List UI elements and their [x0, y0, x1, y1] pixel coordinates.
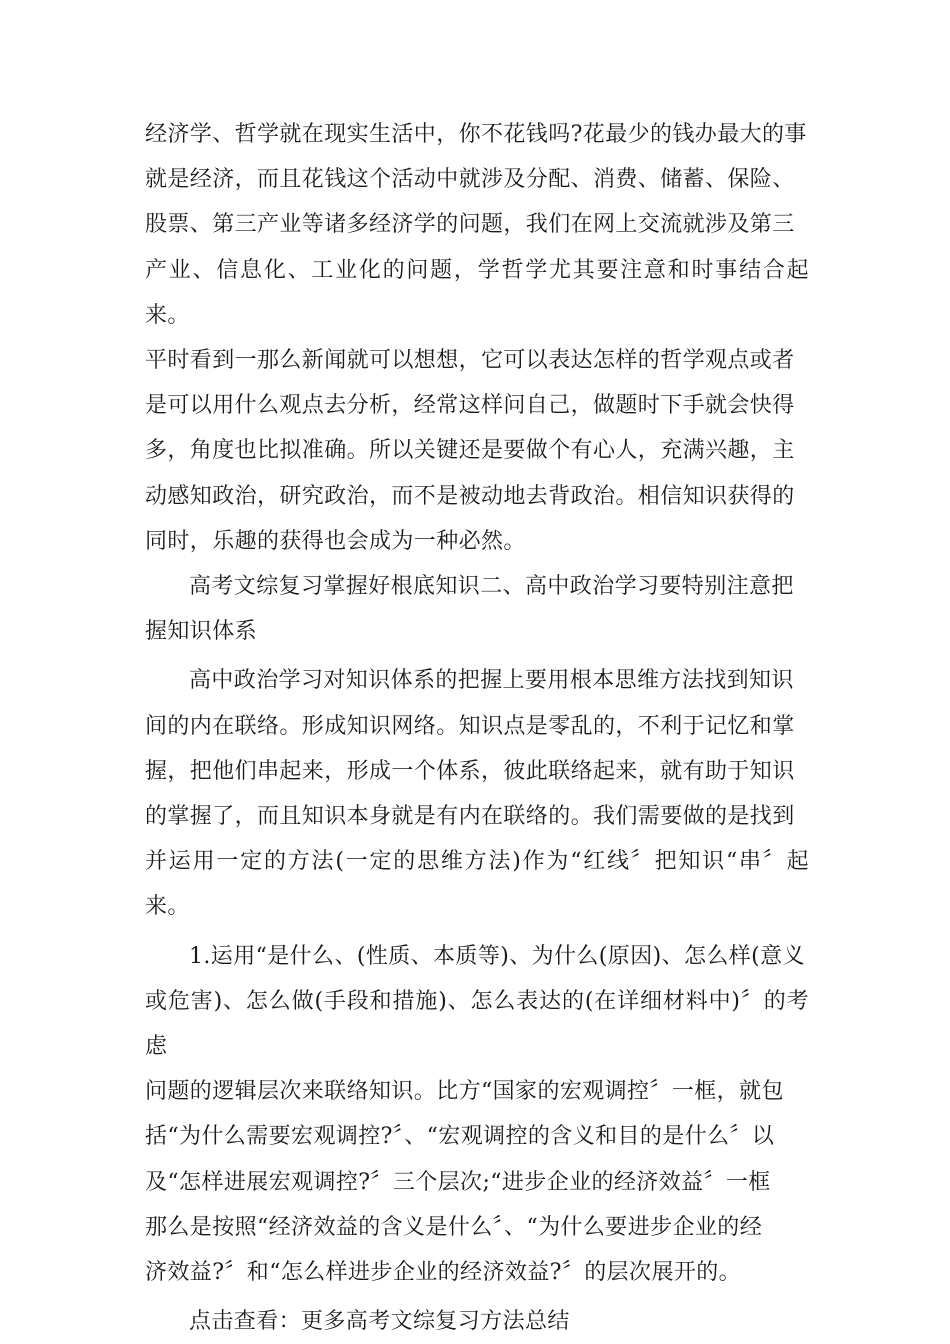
paragraph-knowledge-network: 高中政治学习对知识体系的把握上要用根本思维方法找到知识 间的内在联络。形成知识网络。知识点是零乱的，不利于记忆和掌 握，把他们串起来，形成一个体系，彼此联络起来，就有助于知识 的掌握了，而且知识本身就是有内在联络的。我们需要做的是找到 并运用一定的方法(一定的思维方法)作为“红线〞把知识“串〞起来。 — [145, 668, 809, 920]
paragraph-knowledge-system-heading: 高考文综复习掌握好根底知识二、高中政治学习要特别注意把 握知识体系 — [145, 574, 794, 645]
paragraph-logic-levels: 1.运用“是什么、(性质、本质等)、为什么(原因)、怎么样(意义 或危害)、怎么做(手段和措施)、怎么表达的(在详细材料中)〞的考虑 问题的逻辑层次来联络知识。比方“国家的宏观调控〞一框，就包 括“为什么需要宏观调控?〞、“宏观调控的含义和目的是什么〞以 及“怎样进展宏观调控?〞三个层次;“进步企业的经济效益〞一框 那么是按照“经济效益的含义是什么〞、“为什么要进步企业的经 济效益?〞和“怎么样进步企业的经济效益?〞的层次展开的。 — [145, 943, 809, 1286]
more-methods-link[interactable]: 点击查看：更多高考文综复习方法总结 — [189, 1309, 570, 1335]
document-body — [145, 112, 809, 1344]
paragraph-economics-philosophy: 经济学、哲学就在现实生活中，你不花钱吗?花最少的钱办最大的事 就是经济，而且花钱这个活动中就涉及分配、消费、储蓄、保险、 股票、第三产业等诸多经济学的问题，我们在网上交流就涉及第三 产业、信息化、工业化的问题，学哲学尤其要注意和时事结合起来。 平时看到一那么新闻就可以想想，它可以表达怎样的哲学观点或者 是可以用什么观点去分析，经常这样问自己，做题时下手就会快得 多，角度也比拟准确。所以关键还是要做个有心人，充满兴趣，主 动感知政治，研究政治，而不是被动地去背政治。相信知识获得的 同时，乐趣的获得也会成为一种必然。 — [145, 122, 809, 554]
